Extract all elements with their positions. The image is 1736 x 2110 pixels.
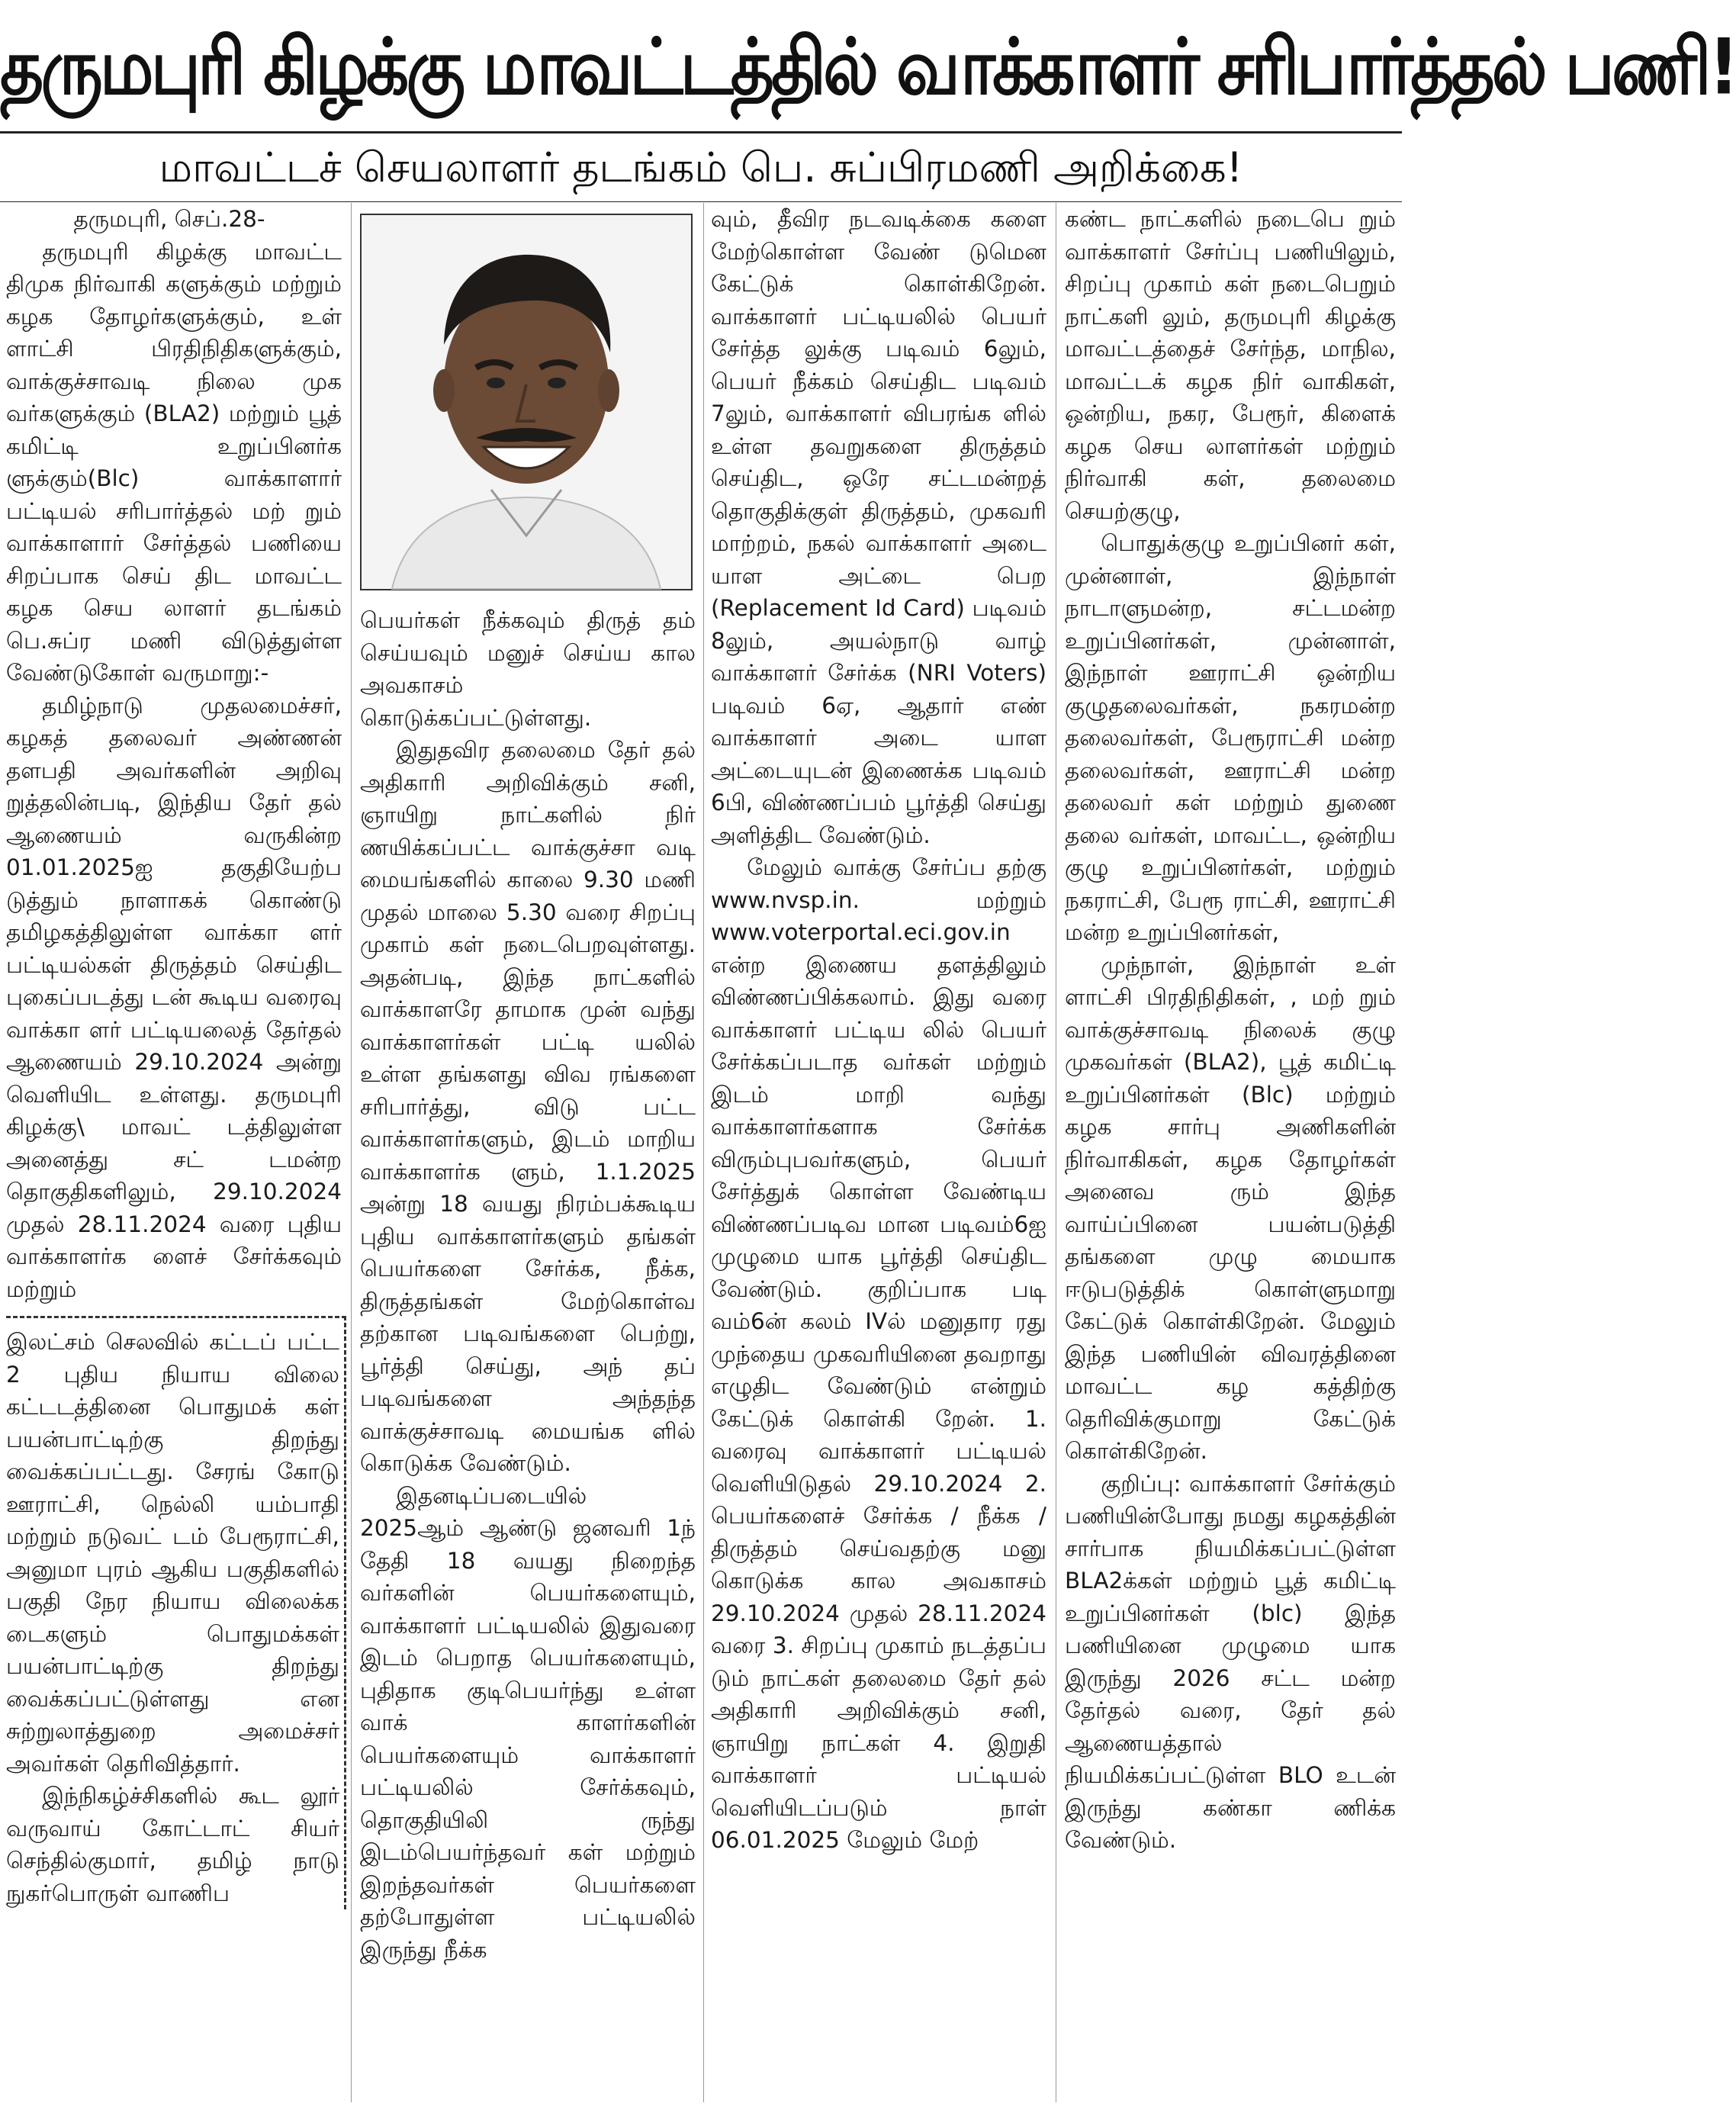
subheadline-rule xyxy=(0,201,1402,202)
paragraph: தமிழ்நாடு முதலமைச்சர், கழகத் தலைவர் அண்ணன் தளபதி அவர்களின் அறிவு றுத்தலின்படி, இந்திய தேர் தல் ஆணையம் வருகின்ற 01.01.2025ஐ தகுதியேற்ப டுத்தும் நாளாகக் கொண்டு தமிழகத்திலுள்ள வாக்கா ளர் பட்டியல்கள் திருத்தம் செய்திட புகைப்படத்து டன் கூடிய வரைவு வாக்கா ளர் பட்டியலைத் தேர்தல் ஆணையம் 29.10.2024 அன்று வெளியிட உள்ளது. தருமபுரி கிழக்கு\ மாவட் டத்திலுள்ள அனைத்து சட் டமன்ற தொகுதிகளிலும், 29.10.2024 முதல் 28.11.2024 வரை புதிய வாக்காளர்க ளைச் சேர்க்கவும் மற்றும் xyxy=(6,692,342,1302)
paragraph: குறிப்பு: வாக்காளர் சேர்க்கும் பணியின்போது நமது கழகத்தின் சார்பாக நியமிக்கப்பட்டுள்ள BLA2க்கள் மற்றும் பூத் கமிட்டி உறுப்பினர்கள் (blc) இந்த பணியினை முழுமை யாக இருந்து 2026 சட்ட மன்ற தேர்தல் வரை, தேர் தல் ஆணையத்தால் நியமிக்கப்பட்டுள்ள BLO உடன் இருந்து கண்கா ணிக்க வேண்டும். xyxy=(1065,1470,1396,1853)
portrait-photo-icon xyxy=(362,215,691,589)
headline: தருமபுரி கிழக்கு மாவட்டத்தில் வாக்காளர் சரிபார்த்தல் பணி! xyxy=(0,21,1736,112)
paragraph: இலட்சம் செலவில் கட்டப் பட்ட 2 புதிய நியாய விலை கட்டடத்தினை பொதுமக் கள் பயன்பாட்டிற்கு திறந்து வைக்கப்பட்டது. சேரங் கோடு ஊராட்சி, நெல்லி யம்பாதி மற்றும் நடுவட் டம் பேரூராட்சி, அனுமா புரம் ஆகிய பகுதிகளில் பகுதி நேர நியாய விலைக்க டைகளும் பொதுமக்கள் பயன்பாட்டிற்கு திறந்து வைக்கப்பட்டுள்ளது என சுற்றுலாத்துறை அமைச்சர் அவர்கள் தெரிவித்தார். xyxy=(6,1329,339,1777)
paragraph: பெயர்கள் நீக்கவும் திருத் தம் செய்யவும் மனுச் செய்ய கால அவகாசம் கொடுக்கப்பட்டுள்ளது. xyxy=(360,607,696,731)
adjacent-article-box xyxy=(6,1316,346,1909)
column-divider xyxy=(703,203,704,2102)
paragraph: பொதுக்குழு உறுப்பினர் கள், முன்னாள், இந்நாள் நாடாளுமன்ற, சட்டமன்ற உறுப்பினர்கள், முன்னாள், இந்நாள் ஊராட்சி ஒன்றிய குழுதலைவர்கள், நகரமன்ற தலைவர்கள், பேரூராட்சி மன்ற தலைவர்கள், ஊராட்சி மன்ற தலைவர் கள் மற்றும் துணை தலை வர்கள், மாவட்ட, ஒன்றிய குழு உறுப்பினர்கள், மற்றும் நகராட்சி, பேரூ ராட்சி, ஊராட்சி மன்ற உறுப்பினர்கள், xyxy=(1065,530,1396,945)
article-column-4 xyxy=(1065,203,1396,2102)
paragraph: வும், தீவிர நடவடிக்கை களை மேற்கொள்ள வேண் டுமென கேட்டுக் கொள்கிறேன். வாக்காளர் பட்டியலில் பெயர் சேர்த்த லுக்கு படிவம் 6லும், பெயர் நீக்கம் செய்திட படிவம் 7லும், வாக்காளர் விபரங்க ளில் உள்ள தவறுகளை திருத்தம் செய்திட, ஒரே சட்டமன்றத் தொகுதிக்குள் திருத்தம், முகவரி மாற்றம், நகல் வாக்காளர் அடை யாள அட்டை பெற (Replacement Id Card) படிவம் 8லும், அயல்நாடு வாழ் வாக்காளர் சேர்க்க (NRI Voters) படிவம் 6ஏ, ஆதார் எண் வாக்காளர் அடை யாள அட்டையுடன் இணைக்க படிவம் 6பி, விண்ணப்பம் பூர்த்தி செய்து அளித்திட வேண்டும். xyxy=(711,206,1046,848)
article-column-2 xyxy=(360,203,696,2102)
paragraph: கண்ட நாட்களில் நடைபெ றும் வாக்காளர் சேர்ப்பு பணியிலும், சிறப்பு முகாம் கள் நடைபெறும் நாட்களி லும், தருமபுரி கிழக்கு மாவட்டத்தைச் சேர்ந்த, மாநில, மாவட்டக் கழக நிர் வாகிகள், ஒன்றிய, நகர, பேரூர், கிளைக் கழக செய லாளர்கள் மற்றும் நிர்வாகி கள், தலைமை செயற்குழு, xyxy=(1065,206,1396,524)
paragraph: மேலும் வாக்கு சேர்ப்ப தற்கு www.nvsp.in. மற்றும் www.voterportal.eci.gov.in என்ற இணைய தளத்திலும் விண்ணப்பிக்கலாம். இது வரை வாக்காளர் பட்டிய லில் பெயர் சேர்க்கப்படாத வர்கள் மற்றும் இடம் மாறி வந்து வாக்காளர்களாக சேர்க்க விரும்புபவர்களும், பெயர் சேர்த்துக் கொள்ள வேண்டிய விண்ணப்படிவ மான படிவம்6ஐ முழுமை யாக பூர்த்தி செய்திட வேண்டும். குறிப்பாக படி வம்6ன் கலம் IVல் மனுதார ரது முந்தைய முகவரியினை தவறாது எழுதிட வேண்டும் என்றும் கேட்டுக் கொள்கி றேன். 1. வரைவு வாக்காளர் பட்டியல் வெளியிடுதல் 29.10.2024 2. பெயர்களைச் சேர்க்க / நீக்க / திருத்தம் செய்வதற்கு மனு கொடுக்க கால அவகாசம் 29.10.2024 முதல் 28.11.2024 வரை 3. சிறப்பு முகாம் நடத்தப்ப டும் நாட்கள் தலைமை தேர் தல் அதிகாரி அறிவிக்கும் சனி, ஞாயிறு நாட்கள் 4. இறுதி வாக்காளர் பட்டியல் வெளியிடப்படும் நாள் 06.01.2025 மேலும் மேற் xyxy=(711,854,1046,1853)
paragraph: இதனடிப்படையில் 2025ஆம் ஆண்டு ஜனவரி 1ந் தேதி 18 வயது நிறைந்த வர்களின் பெயர்களையும், வாக்காளர் பட்டியலில் இதுவரை இடம் பெறாத பெயர்களையும், புதிதாக குடிபெயர்ந்து உள்ள வாக் காளர்களின் பெயர்களையும் வாக்காளர் பட்டியலில் சேர்க்கவும், தொகுதியிலி ருந்து இடம்பெயர்ந்தவர் கள் மற்றும் இறந்தவர்கள் பெயர்களை தற்போதுள்ள பட்டியலில் இருந்து நீக்க xyxy=(360,1482,696,1963)
paragraph: தருமபுரி கிழக்கு மாவட்ட திமுக நிர்வாகி களுக்கும் மற்றும் கழக தோழர்களுக்கும், உள் ளாட்சி பிரதிநிதிகளுக்கும், வாக்குச்சாவடி நிலை முக வர்களுக்கும் (BLA2) மற்றும் பூத் கமிட்டி உறுப்பினர்க ளுக்கும்(Blc) வாக்காளார் பட்டியல் சரிபார்த்தல் மற் றும் வாக்காளார் சேர்த்தல் பணியை சிறப்பாக செய் திட மாவட்ட கழக செய லாளர் தடங்கம் பெ.சுப்ர மணி விடுத்துள்ள வேண்டுகோள் வருமாறு:- xyxy=(6,238,342,686)
article-column-1 xyxy=(6,203,342,2102)
paragraph: முந்நாள், இந்நாள் உள் ளாட்சி பிரதிநிதிகள், , மற் றும் வாக்குச்சாவடி நிலைக் குழு முகவர்கள் (BLA2), பூத் கமிட்டி உறுப்பினர்கள் (Blc) மற்றும் கழக சார்பு அணிகளின் நிர்வாகிகள், கழக தோழர்கள் அனைவ ரும் இந்த வாய்ப்பினை பயன்படுத்தி தங்களை முழு மையாக ஈடுபடுத்திக் கொள்ளுமாறு கேட்டுக் கொள்கிறேன். மேலும் இந்த பணியின் விவரத்தினை மாவட்ட கழ கத்திற்கு தெரிவிக்குமாறு கேட்டுக் கொள்கிறேன். xyxy=(1065,951,1396,1464)
article-column-3 xyxy=(711,203,1046,2102)
dateline: தருமபுரி, செப்.28- xyxy=(73,206,265,232)
column-divider xyxy=(351,203,352,2102)
paragraph: இந்நிகழ்ச்சிகளில் கூட லூர் வருவாய் கோட்டாட் சியர் செந்தில்குமார், தமிழ் நாடு நுகர்பொருள் வாணிப xyxy=(6,1783,339,1906)
headline-rule xyxy=(0,131,1402,133)
paragraph: இதுதவிர தலைமை தேர் தல் அதிகாரி அறிவிக்கும் சனி, ஞாயிறு நாட்களில் நிர் ணயிக்கப்பட்ட வாக்குச்சா வடி மையங்களில் காலை 9.30 மணி முதல் மாலை 5.30 வரை சிறப்பு முகாம் கள் நடைபெறவுள்ளது. அதன்படி, இந்த நாட்களில் வாக்காளரே தாமாக முன் வந்து வாக்காளர்கள் பட்டி யலில் உள்ள தங்களது விவ ரங்களை சரிபார்த்து, விடு பட்ட வாக்காளர்களும், இடம் மாறிய வாக்காளர்க ளும், 1.1.2025 அன்று 18 வயது நிரம்பக்கூடிய புதிய வாக்காளர்களும் தங்கள் பெயர்களை சேர்க்க, நீக்க, திருத்தங்கள் மேற்கொள்வ தற்கான படிவங்களை பெற்று, பூர்த்தி செய்து, அந் தப் படிவங்களை அந்தந்த வாக்குச்சாவடி மையங்க ளில் கொடுக்க வேண்டும். xyxy=(360,737,696,1476)
portrait-photo xyxy=(360,214,693,590)
subheadline: மாவட்டச் செயலாளர் தடங்கம் பெ. சுப்பிரமணி அறிக்கை! xyxy=(159,143,1243,191)
